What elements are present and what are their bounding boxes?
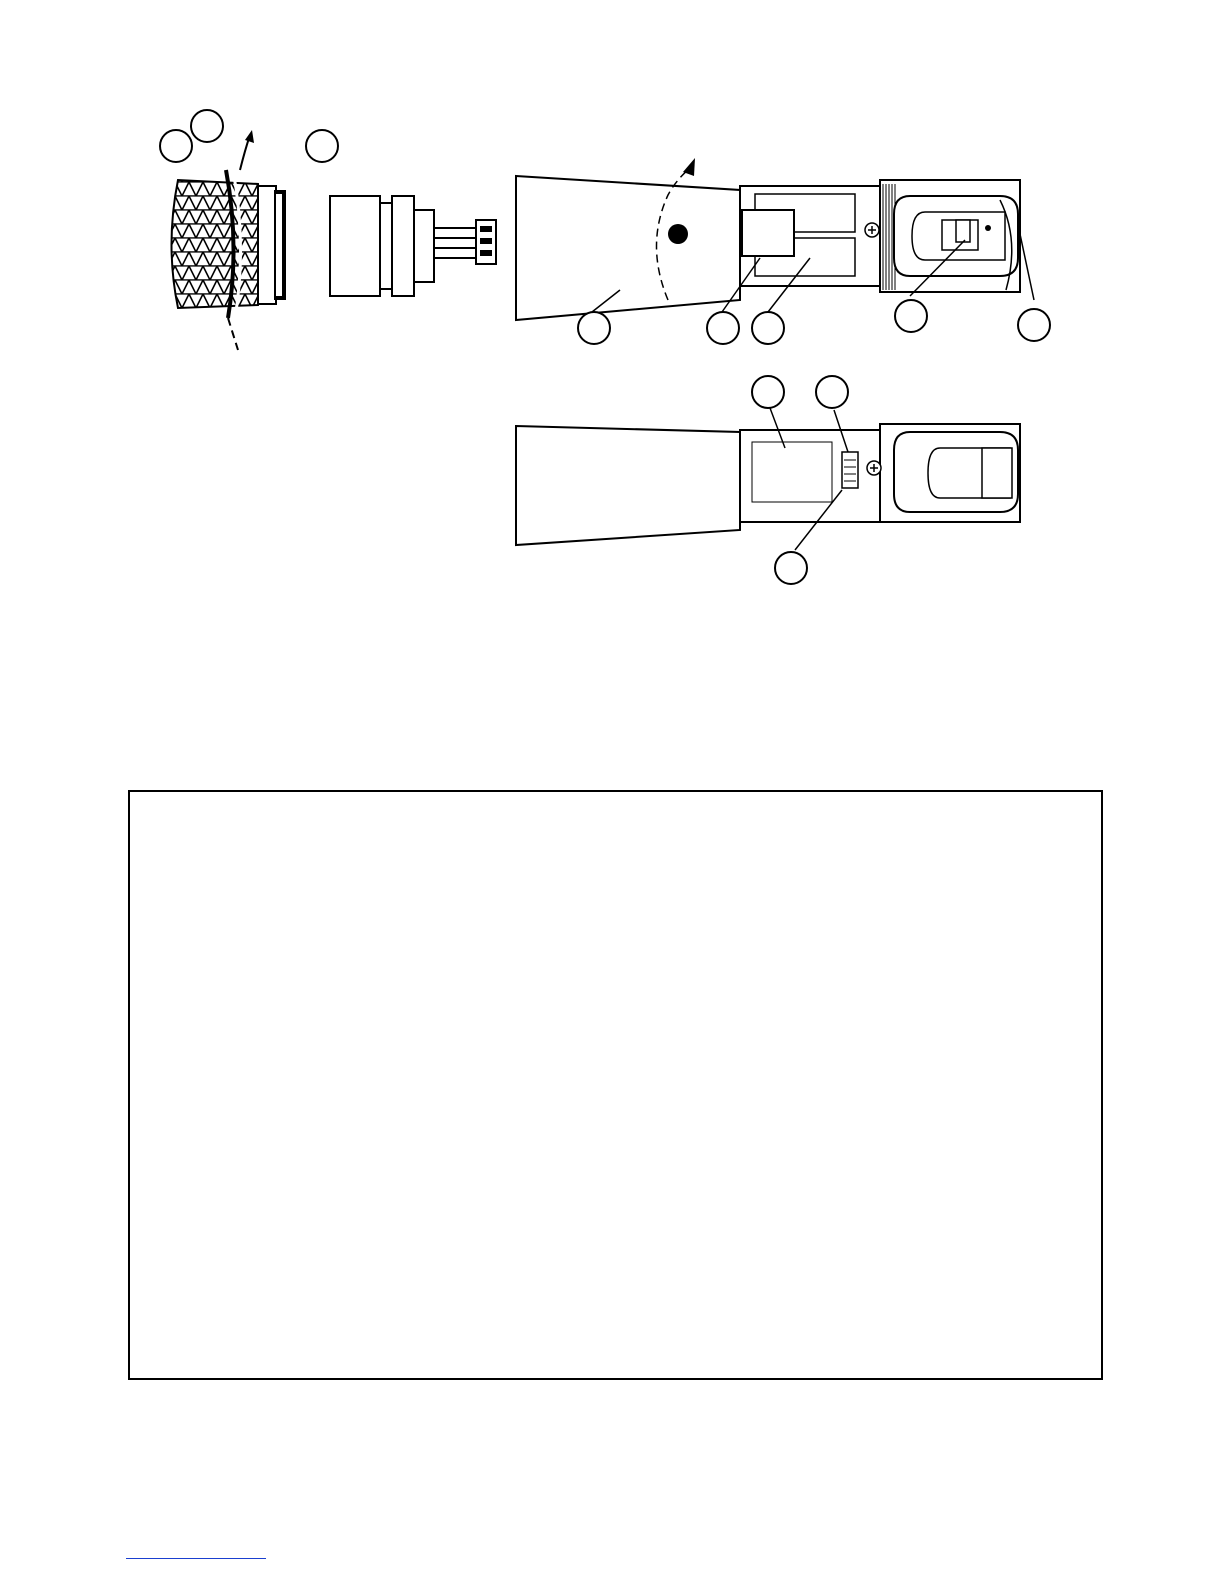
callout-10 <box>816 376 848 408</box>
microphone-assembly-diagram <box>0 0 1225 770</box>
callout-8 <box>1018 309 1050 341</box>
callout-11 <box>752 376 784 408</box>
callout-7 <box>895 300 927 332</box>
grille-head <box>172 130 287 350</box>
footnote-separator <box>126 1558 266 1559</box>
capsule-cartridge <box>330 196 496 296</box>
dip-switch-block <box>842 452 858 488</box>
callout-4 <box>578 312 610 344</box>
mic-body-back <box>516 424 1020 545</box>
callout-9 <box>775 552 807 584</box>
callout-6 <box>752 312 784 344</box>
callout-3 <box>306 130 338 162</box>
mic-body-front <box>516 158 1020 320</box>
channel-dip-table <box>128 790 1103 1380</box>
callout-1 <box>160 130 192 162</box>
callout-5 <box>707 312 739 344</box>
callout-2 <box>191 110 223 142</box>
